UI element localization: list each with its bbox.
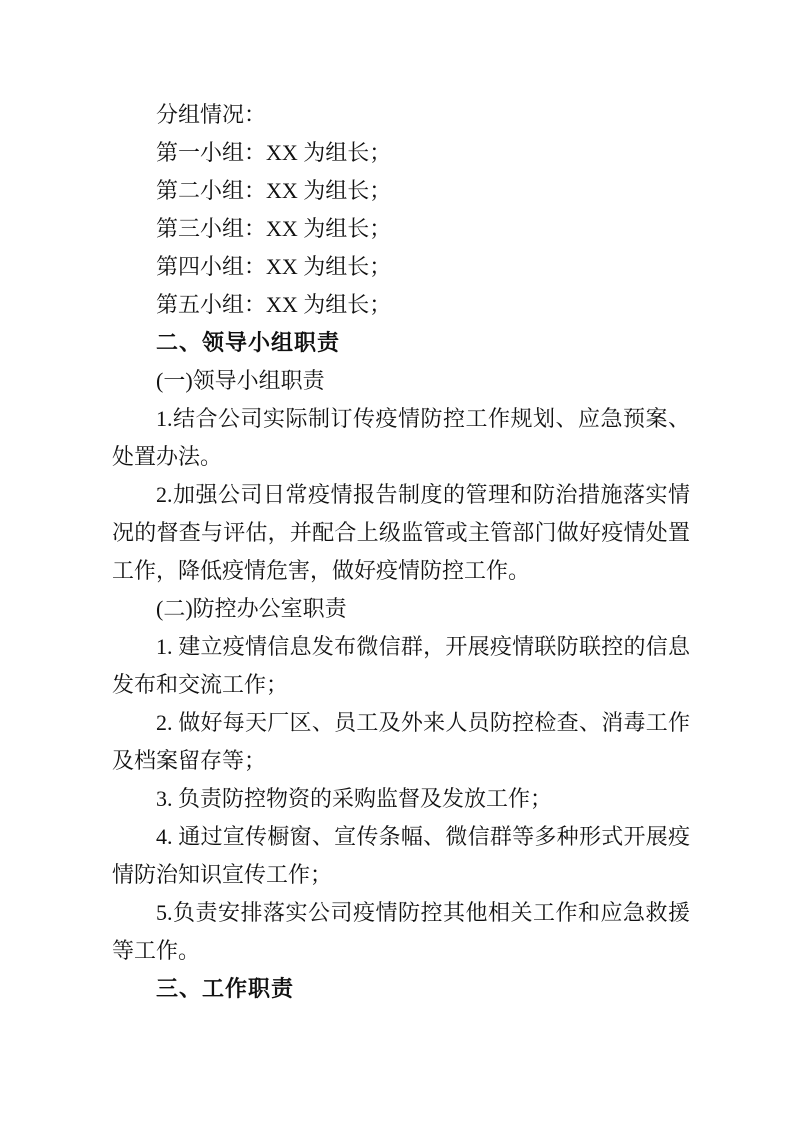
paragraph-group-2: 第二小组：XX 为组长； [156,178,392,203]
paragraph-subheading-leadership-duties: (一)领导小组职责 [156,368,325,393]
paragraph-leadership-duty-2: 2.加强公司日常疫情报告制度的管理和防治措施落实情况的督查与评估，并配合上级监管或主管部门做好疫情处置工作，降低疫情危害，做好疫情防控工作。 [112,482,690,583]
heading-section-3-work-duties: 三、工作职责 [156,976,295,1001]
paragraph-group-5: 第五小组：XX 为组长； [156,292,392,317]
paragraph-group-4: 第四小组：XX 为组长； [156,254,392,279]
paragraph-group-3: 第三小组：XX 为组长； [156,216,392,241]
paragraph-office-duty-5: 5.负责安排落实公司疫情防控其他相关工作和应急救援等工作。 [112,900,690,963]
heading-section-2-leadership-group-duties: 二、领导小组职责 [156,330,341,355]
paragraph-office-duty-2: 2. 做好每天厂区、员工及外来人员防控检查、消毒工作及档案留存等； [112,710,690,773]
paragraph-office-duty-1: 1. 建立疫情信息发布微信群，开展疫情联防联控的信息发布和交流工作； [112,634,690,697]
paragraph-subheading-office-duties: (二)防控办公室职责 [156,596,347,621]
paragraph-grouping-label: 分组情况： [156,102,267,127]
document-body [112,96,690,1008]
paragraph-group-1: 第一小组：XX 为组长； [156,140,392,165]
paragraph-leadership-duty-1: 1.结合公司实际制订传疫情防控工作规划、应急预案、处置办法。 [112,406,690,469]
paragraph-office-duty-3: 3. 负责防控物资的采购监督及发放工作； [156,786,553,811]
paragraph-office-duty-4: 4. 通过宣传橱窗、宣传条幅、微信群等多种形式开展疫情防治知识宣传工作； [112,824,690,887]
